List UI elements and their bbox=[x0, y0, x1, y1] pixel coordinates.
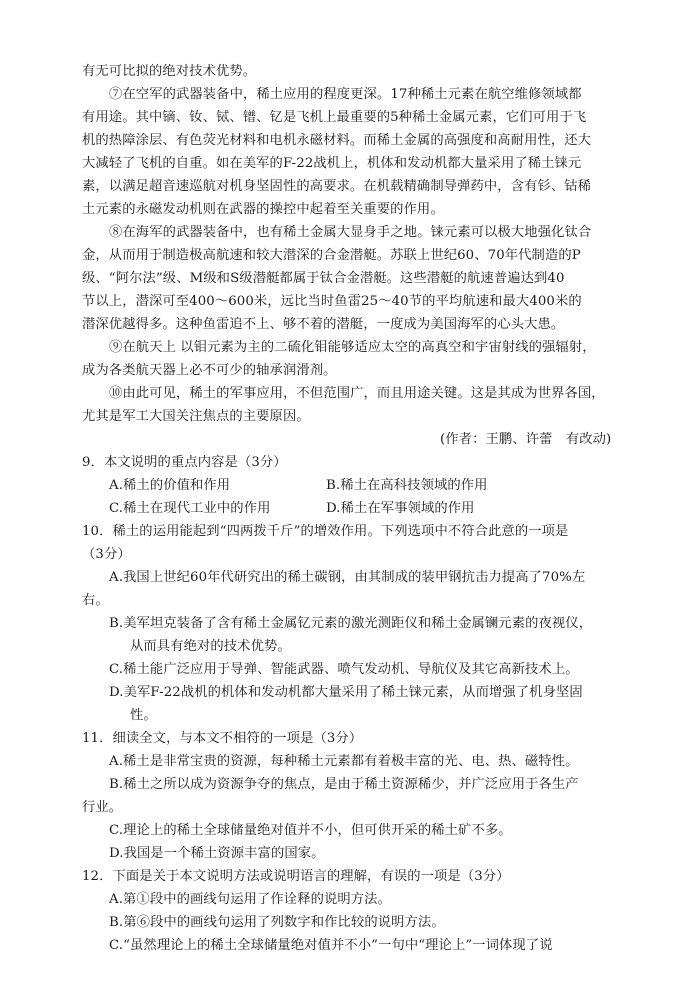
text-line: ⑧在海军的武器装备中，也有稀土金属大显身手之地。铼元素可以极大地强化钛合 bbox=[109, 225, 592, 240]
text-line: 土元素的永磁发动机则在武器的操控中起着至关重要的作用。 bbox=[82, 202, 444, 217]
text-line: 成为各类航天器上必不可少的轴承润滑剂。 bbox=[82, 363, 337, 378]
question-stem: 11．细读全文，与本文不相符的一项是（3分） bbox=[82, 731, 363, 746]
option-d: D.稀土在军事领域的作用 bbox=[326, 501, 475, 516]
question-stem: 9．本文说明的重点内容是（3分） bbox=[82, 455, 287, 470]
option-b: 从而具有绝对的技术优势。 bbox=[130, 639, 291, 654]
option-c: C.“虽然理论上的稀土全球储量绝对值并不小”一句中“理论上”一词体现了说 bbox=[109, 938, 553, 953]
option-c: C.稀土在现代工业中的作用 bbox=[109, 501, 271, 516]
question-stem: 12．下面是关于本文说明方法或说明语言的理解，有误的一项是（3分） bbox=[82, 869, 510, 884]
option-a: A.第①段中的画线句运用了作诠释的说明方法。 bbox=[109, 892, 391, 907]
text-line: 素，以满足超音速巡航对机身坚固性的高要求。在机载精确制导弹药中，含有钐、钴稀 bbox=[82, 179, 592, 194]
author-note: (作者：王鹏、许蕾 有改动) bbox=[440, 432, 612, 447]
question-stem: 10．稀土的运用能起到“四两拨千斤”的增效作用。下列选项中不符合此意的一项是 bbox=[82, 524, 569, 539]
text-line: 节以上，潜深可至400～600米，远比当时鱼雷25～40节的平均航速和最大400米的 bbox=[82, 294, 582, 309]
option-d: 性。 bbox=[130, 708, 157, 723]
option-b: B.稀土之所以成为资源争夺的焦点，是由于稀土资源稀少，并广泛应用于各生产 bbox=[109, 777, 579, 792]
option-b: B.美军坦克装备了含有稀土金属钇元素的激光测距仪和稀土金属镧元素的夜视仪， bbox=[109, 616, 593, 631]
option-b: B.稀土在高科技领域的作用 bbox=[326, 478, 488, 493]
option-c: C.理论上的稀土全球储量绝对值并不小，但可供开采的稀土矿不多。 bbox=[109, 823, 512, 838]
option-b: B.第⑥段中的画线句运用了列数字和作比较的说明方法。 bbox=[109, 915, 445, 930]
paragraph-6-end: 有无可比拟的绝对技术优势。 bbox=[82, 64, 257, 79]
option-a: A.稀土是非常宝贵的资源，每种稀土元素都有着极丰富的光、电、热、磁特性。 bbox=[109, 754, 579, 769]
option-a: 右。 bbox=[82, 593, 109, 608]
question-stem: （3分） bbox=[82, 547, 131, 562]
text-line: 大减轻了飞机的自重。如在美军的F-22战机上，机体和发动机都大量采用了稀土铼元 bbox=[82, 156, 582, 171]
option-d: D.美军F-22战机的机体和发动机都大量采用了稀土铼元素，从而增强了机身坚固 bbox=[109, 685, 583, 700]
option-d: D.我国是一个稀土资源丰富的国家。 bbox=[109, 846, 325, 861]
option-b: 行业。 bbox=[82, 800, 123, 815]
text-line: ⑩由此可见，稀土的军事应用，不但范围广，而且用途关键。这是其成为世界各国， bbox=[109, 386, 605, 401]
text-line: 有用途。其中镝、钕、铽、镨、钇是飞机上最重要的5种稀土金属元素，它们可用于飞 bbox=[82, 110, 587, 125]
text-line: 潜深优越得多。这种鱼雷追不上、够不着的潜艇，一度成为美国海军的心头大患。 bbox=[82, 317, 565, 332]
text-line: ⑦在空军的武器装备中，稀土应用的程度更深。17种稀土元素在航空维修领域都 bbox=[109, 87, 582, 102]
text-line: 机的热障涂层、有色荧光材料和电机永磁材料。而稀土金属的高强度和高耐用性，还大 bbox=[82, 133, 592, 148]
option-c: C.稀土能广泛应用于导弹、智能武器、喷气发动机、导航仪及其它高新技术上。 bbox=[109, 662, 579, 677]
text-line: 级、“阿尔法”级、M级和S级潜艇都属于钛合金潜艇。这些潜艇的航速普遍达到40 bbox=[82, 271, 565, 286]
option-a: A.稀土的价值和作用 bbox=[109, 478, 231, 493]
text-line: ⑨在航天上 以钼元素为主的二硫化钼能够适应太空的高真空和宇宙射线的强辐射， bbox=[109, 340, 596, 355]
option-a: A.我国上世纪60年代研究出的稀土碳钢，由其制成的装甲钢抗击力提高了70%左 bbox=[109, 570, 586, 585]
text-line: 尤其是军工大国关注焦点的主要原因。 bbox=[82, 409, 310, 424]
text-line: 金，从而用于制造极高航速和较大潜深的合金潜艇。苏联上世纪60、70年代制造的P bbox=[82, 248, 581, 263]
